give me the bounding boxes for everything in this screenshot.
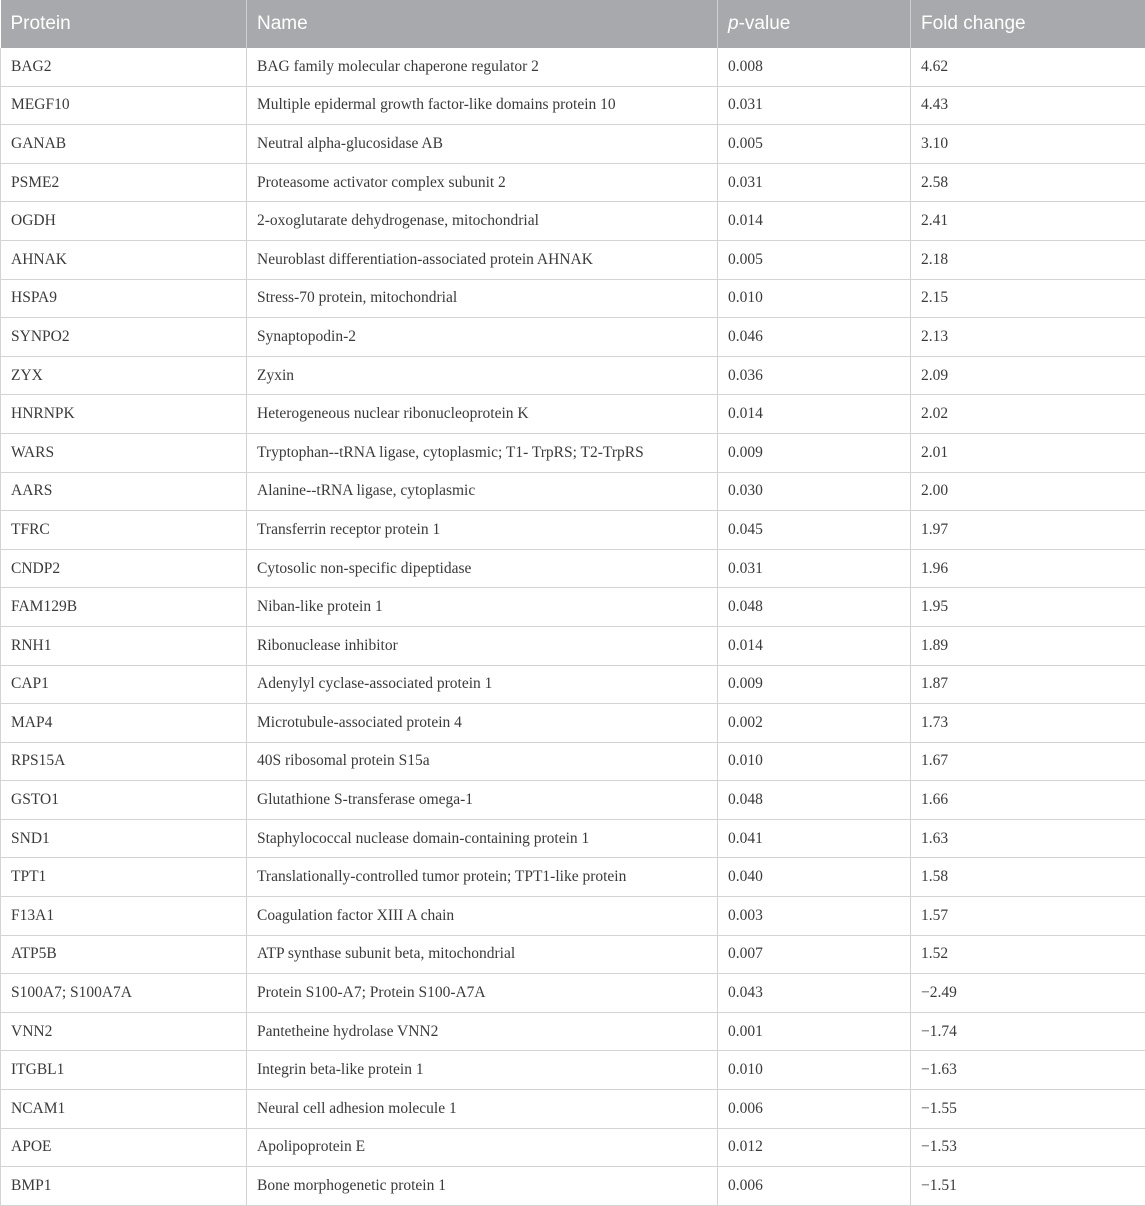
table-row — [1, 549, 1145, 588]
cell-fold-change: 1.97 — [911, 511, 1145, 550]
cell-protein: AHNAK — [1, 240, 247, 279]
cell-p-value: 0.031 — [718, 163, 911, 202]
header-protein: Protein — [1, 0, 247, 48]
cell-p-value: 0.030 — [718, 472, 911, 511]
cell-protein: WARS — [1, 433, 247, 472]
cell-fold-change: 1.96 — [911, 549, 1145, 588]
cell-fold-change: 1.57 — [911, 897, 1145, 936]
cell-fold-change: 2.58 — [911, 163, 1145, 202]
table-row — [1, 1128, 1145, 1167]
table-row — [1, 781, 1145, 820]
cell-name: Neural cell adhesion molecule 1 — [247, 1090, 718, 1129]
cell-protein: BAG2 — [1, 48, 247, 86]
cell-protein: AARS — [1, 472, 247, 511]
cell-p-value: 0.036 — [718, 356, 911, 395]
cell-name: Neutral alpha-glucosidase AB — [247, 125, 718, 164]
cell-name: Coagulation factor XIII A chain — [247, 897, 718, 936]
cell-name: 2-oxoglutarate dehydrogenase, mitochondrial — [247, 202, 718, 241]
cell-p-value: 0.005 — [718, 125, 911, 164]
cell-fold-change: 3.10 — [911, 125, 1145, 164]
cell-fold-change: −1.74 — [911, 1012, 1145, 1051]
table-row — [1, 626, 1145, 665]
table-row — [1, 202, 1145, 241]
cell-protein: NCAM1 — [1, 1090, 247, 1129]
cell-name: Adenylyl cyclase-associated protein 1 — [247, 665, 718, 704]
table-row — [1, 240, 1145, 279]
cell-protein: TPT1 — [1, 858, 247, 897]
cell-p-value: 0.006 — [718, 1090, 911, 1129]
cell-p-value: 0.014 — [718, 395, 911, 434]
cell-name: Translationally-controlled tumor protein; TPT1-like protein — [247, 858, 718, 897]
cell-protein: OGDH — [1, 202, 247, 241]
cell-protein: HSPA9 — [1, 279, 247, 318]
cell-fold-change: 2.02 — [911, 395, 1145, 434]
cell-fold-change: 4.62 — [911, 48, 1145, 86]
cell-name: ATP synthase subunit beta, mitochondrial — [247, 935, 718, 974]
header-p-value — [718, 0, 911, 48]
cell-fold-change: 1.58 — [911, 858, 1145, 897]
header-row — [1, 0, 1145, 48]
cell-p-value: 0.006 — [718, 1167, 911, 1206]
cell-p-value: 0.010 — [718, 1051, 911, 1090]
header-name: Name — [247, 0, 718, 48]
cell-name: Heterogeneous nuclear ribonucleoprotein K — [247, 395, 718, 434]
cell-name: Microtubule-associated protein 4 — [247, 704, 718, 743]
header-p-value-rest: -value — [739, 13, 791, 34]
cell-protein: ATP5B — [1, 935, 247, 974]
cell-name: Protein S100-A7; Protein S100-A7A — [247, 974, 718, 1013]
table-row — [1, 704, 1145, 743]
cell-fold-change: 1.63 — [911, 819, 1145, 858]
cell-fold-change: 1.87 — [911, 665, 1145, 704]
cell-p-value: 0.003 — [718, 897, 911, 936]
cell-name: Alanine--tRNA ligase, cytoplasmic — [247, 472, 718, 511]
cell-name: Neuroblast differentiation-associated protein AHNAK — [247, 240, 718, 279]
cell-name: Integrin beta-like protein 1 — [247, 1051, 718, 1090]
cell-name: Zyxin — [247, 356, 718, 395]
cell-p-value: 0.014 — [718, 626, 911, 665]
table-row — [1, 935, 1145, 974]
cell-fold-change: 1.67 — [911, 742, 1145, 781]
cell-p-value: 0.007 — [718, 935, 911, 974]
table-row — [1, 1167, 1145, 1206]
cell-name: Transferrin receptor protein 1 — [247, 511, 718, 550]
table-body — [1, 48, 1145, 1205]
cell-fold-change: 2.15 — [911, 279, 1145, 318]
cell-name: Glutathione S-transferase omega-1 — [247, 781, 718, 820]
table-row — [1, 974, 1145, 1013]
cell-fold-change: −1.53 — [911, 1128, 1145, 1167]
table-row — [1, 897, 1145, 936]
cell-protein: ZYX — [1, 356, 247, 395]
table-row — [1, 742, 1145, 781]
cell-name: Tryptophan--tRNA ligase, cytoplasmic; T1- TrpRS; T2-TrpRS — [247, 433, 718, 472]
table-row — [1, 472, 1145, 511]
cell-name: Stress-70 protein, mitochondrial — [247, 279, 718, 318]
cell-name: Proteasome activator complex subunit 2 — [247, 163, 718, 202]
cell-name: Staphylococcal nuclease domain-containing protein 1 — [247, 819, 718, 858]
cell-fold-change: −2.49 — [911, 974, 1145, 1013]
cell-p-value: 0.008 — [718, 48, 911, 86]
cell-name: Niban-like protein 1 — [247, 588, 718, 627]
cell-p-value: 0.045 — [718, 511, 911, 550]
cell-protein: APOE — [1, 1128, 247, 1167]
cell-p-value: 0.043 — [718, 974, 911, 1013]
cell-name: BAG family molecular chaperone regulator 2 — [247, 48, 718, 86]
table-row — [1, 279, 1145, 318]
cell-p-value: 0.010 — [718, 742, 911, 781]
cell-fold-change: 1.89 — [911, 626, 1145, 665]
cell-fold-change: 2.00 — [911, 472, 1145, 511]
cell-fold-change: 4.43 — [911, 86, 1145, 125]
cell-protein: VNN2 — [1, 1012, 247, 1051]
cell-protein: SND1 — [1, 819, 247, 858]
cell-p-value: 0.005 — [718, 240, 911, 279]
cell-fold-change: 2.41 — [911, 202, 1145, 241]
cell-fold-change: −1.55 — [911, 1090, 1145, 1129]
table-row — [1, 318, 1145, 357]
cell-protein: MAP4 — [1, 704, 247, 743]
cell-p-value: 0.010 — [718, 279, 911, 318]
cell-fold-change: 1.52 — [911, 935, 1145, 974]
table-row — [1, 356, 1145, 395]
cell-p-value: 0.002 — [718, 704, 911, 743]
cell-fold-change: 1.66 — [911, 781, 1145, 820]
table-row — [1, 819, 1145, 858]
table-row — [1, 1012, 1145, 1051]
cell-protein: PSME2 — [1, 163, 247, 202]
cell-p-value: 0.012 — [718, 1128, 911, 1167]
cell-p-value: 0.046 — [718, 318, 911, 357]
cell-protein: F13A1 — [1, 897, 247, 936]
cell-protein: BMP1 — [1, 1167, 247, 1206]
table-row — [1, 433, 1145, 472]
cell-protein: TFRC — [1, 511, 247, 550]
cell-p-value: 0.009 — [718, 433, 911, 472]
cell-protein: HNRNPK — [1, 395, 247, 434]
cell-fold-change: 1.73 — [911, 704, 1145, 743]
table-row — [1, 163, 1145, 202]
cell-name: Bone morphogenetic protein 1 — [247, 1167, 718, 1206]
cell-fold-change: 2.09 — [911, 356, 1145, 395]
cell-fold-change: −1.51 — [911, 1167, 1145, 1206]
table-row — [1, 395, 1145, 434]
cell-protein: SYNPO2 — [1, 318, 247, 357]
table-header — [1, 0, 1145, 48]
table-row — [1, 1090, 1145, 1129]
cell-name: Ribonuclease inhibitor — [247, 626, 718, 665]
table-row — [1, 1051, 1145, 1090]
cell-name: 40S ribosomal protein S15a — [247, 742, 718, 781]
cell-name: Multiple epidermal growth factor-like domains protein 10 — [247, 86, 718, 125]
cell-protein: S100A7; S100A7A — [1, 974, 247, 1013]
table-row — [1, 86, 1145, 125]
cell-p-value: 0.048 — [718, 588, 911, 627]
table-row — [1, 125, 1145, 164]
cell-p-value: 0.001 — [718, 1012, 911, 1051]
table-row — [1, 665, 1145, 704]
cell-p-value: 0.031 — [718, 549, 911, 588]
cell-p-value: 0.048 — [718, 781, 911, 820]
cell-p-value: 0.041 — [718, 819, 911, 858]
cell-protein: RNH1 — [1, 626, 247, 665]
cell-fold-change: 2.01 — [911, 433, 1145, 472]
cell-fold-change: 2.13 — [911, 318, 1145, 357]
table-row — [1, 858, 1145, 897]
cell-protein: FAM129B — [1, 588, 247, 627]
cell-protein: ITGBL1 — [1, 1051, 247, 1090]
cell-protein: RPS15A — [1, 742, 247, 781]
cell-name: Synaptopodin-2 — [247, 318, 718, 357]
cell-name: Apolipoprotein E — [247, 1128, 718, 1167]
cell-p-value: 0.031 — [718, 86, 911, 125]
table-row — [1, 511, 1145, 550]
cell-protein: GANAB — [1, 125, 247, 164]
cell-name: Pantetheine hydrolase VNN2 — [247, 1012, 718, 1051]
cell-p-value: 0.040 — [718, 858, 911, 897]
table-row — [1, 588, 1145, 627]
table-row — [1, 48, 1145, 86]
cell-protein: MEGF10 — [1, 86, 247, 125]
header-p-value-italic: p — [728, 13, 739, 34]
cell-fold-change: 2.18 — [911, 240, 1145, 279]
cell-protein: CNDP2 — [1, 549, 247, 588]
cell-protein: GSTO1 — [1, 781, 247, 820]
cell-fold-change: −1.63 — [911, 1051, 1145, 1090]
cell-p-value: 0.009 — [718, 665, 911, 704]
header-fold-change: Fold change — [911, 0, 1145, 48]
cell-fold-change: 1.95 — [911, 588, 1145, 627]
cell-p-value: 0.014 — [718, 202, 911, 241]
cell-protein: CAP1 — [1, 665, 247, 704]
cell-name: Cytosolic non-specific dipeptidase — [247, 549, 718, 588]
